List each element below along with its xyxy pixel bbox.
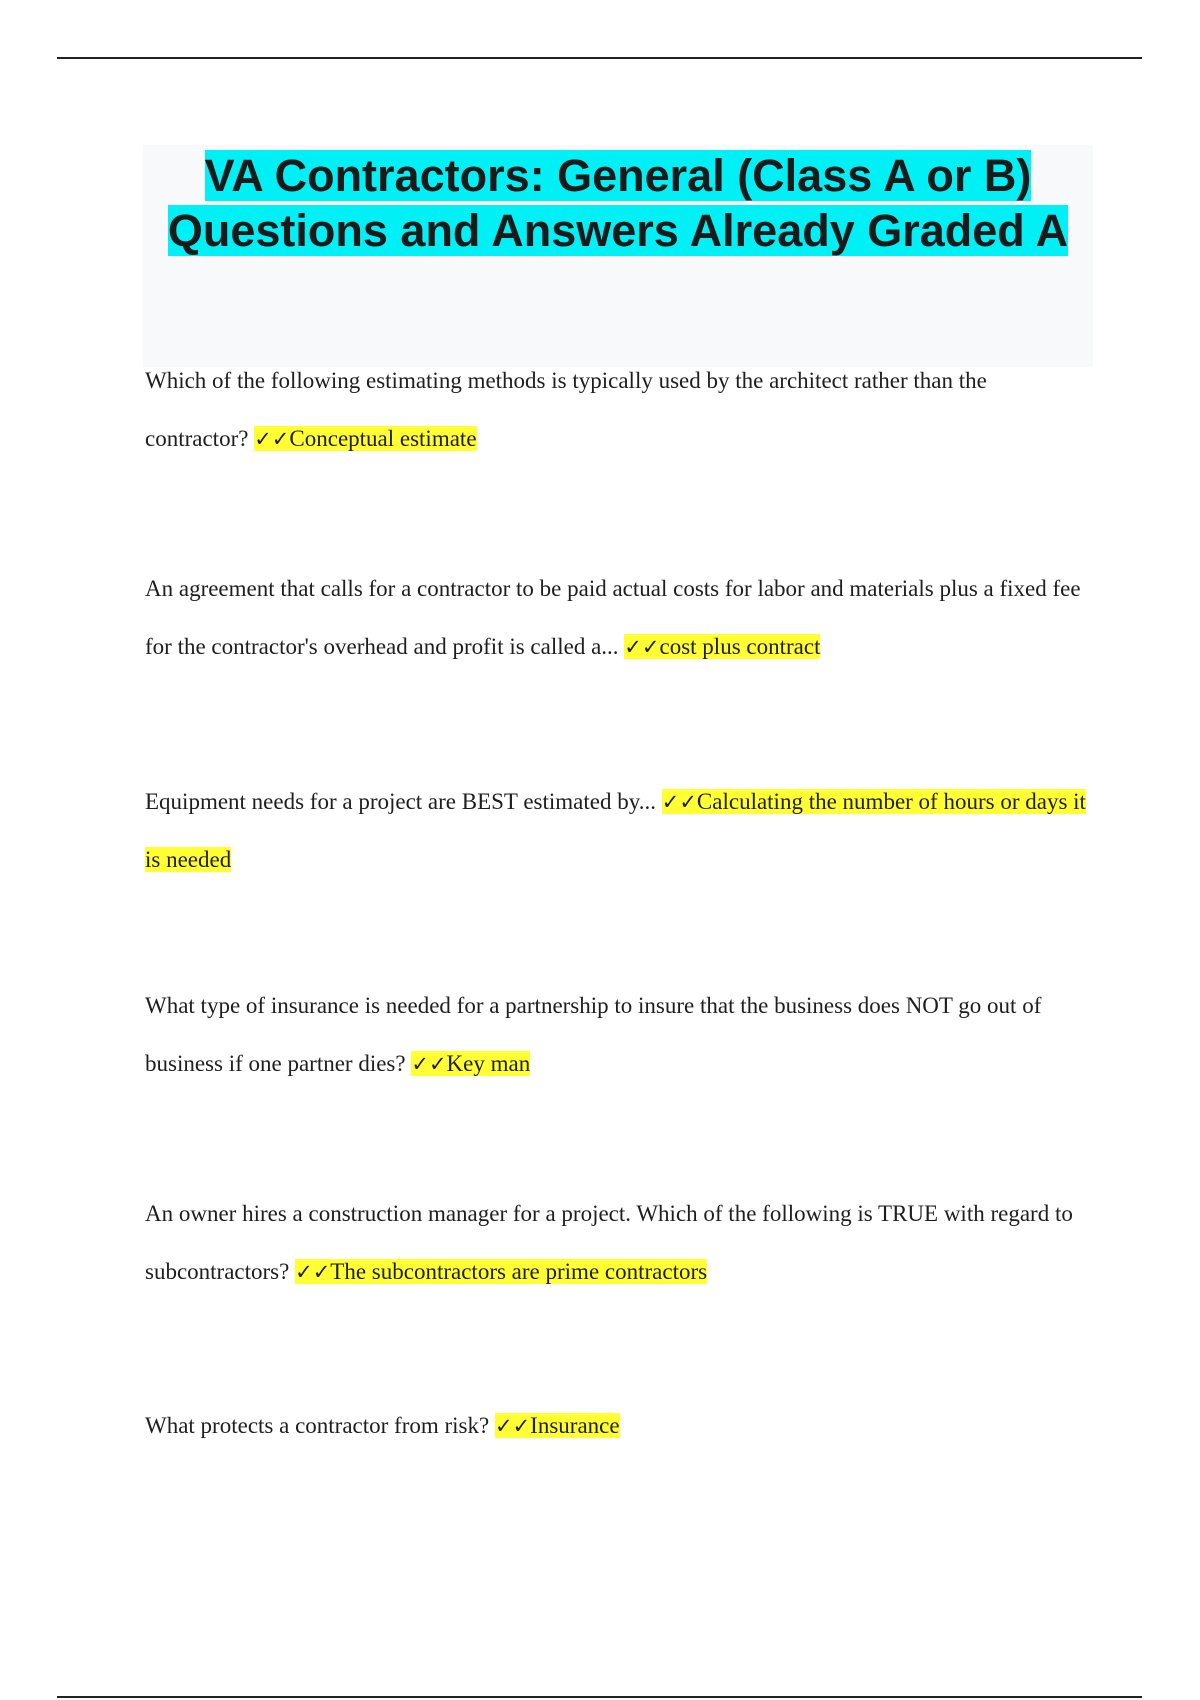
header-rule (57, 57, 1142, 59)
question-text: What protects a contractor from risk? (145, 1413, 490, 1438)
answer-text: Calculating the number of hours or days it is needed (145, 789, 1086, 872)
document-title: VA Contractors: General (Class A or B) Questions and Answers Already Graded A (167, 150, 1069, 256)
qa-item (145, 560, 1095, 676)
question-text: Which of the following estimating methods is typically used by the architect rather than the contractor? (145, 368, 987, 451)
question-text: An owner hires a construction manager for a project. Which of the following is TRUE with regard to subcontractors? (145, 1201, 1073, 1284)
answer-highlight (624, 634, 820, 659)
answer-highlight (254, 426, 476, 451)
answer-text: cost plus contract (659, 634, 821, 659)
double-check-icon: ✓✓ (661, 790, 697, 814)
question-text: Equipment needs for a project are BEST estimated by... (145, 789, 656, 814)
qa-item (145, 352, 1095, 468)
answer-text: Insurance (530, 1413, 620, 1438)
double-check-icon: ✓✓ (295, 1260, 331, 1284)
answer-text: Key man (446, 1051, 531, 1076)
qa-item (145, 1185, 1095, 1301)
footer-rule (57, 1696, 1142, 1698)
answer-highlight (495, 1413, 620, 1438)
answer-text: The subcontractors are prime contractors (330, 1259, 708, 1284)
answer-highlight (411, 1051, 530, 1076)
title-box (143, 145, 1093, 367)
answer-text: Conceptual estimate (289, 426, 477, 451)
double-check-icon: ✓✓ (411, 1052, 447, 1076)
double-check-icon: ✓✓ (494, 1414, 531, 1438)
answer-highlight (295, 1259, 707, 1284)
qa-item (145, 977, 1095, 1093)
question-text: What type of insurance is needed for a partnership to insure that the business does NOT go out of business if one partner dies? (145, 993, 1042, 1076)
double-check-icon: ✓✓ (624, 635, 660, 659)
question-text: An agreement that calls for a contractor to be paid actual costs for labor and materials plus a fixed fee for the contractor's overhead and profit is called a... (145, 576, 1081, 659)
qa-item (145, 1397, 1095, 1455)
qa-item (145, 773, 1095, 889)
double-check-icon: ✓✓ (254, 427, 290, 451)
